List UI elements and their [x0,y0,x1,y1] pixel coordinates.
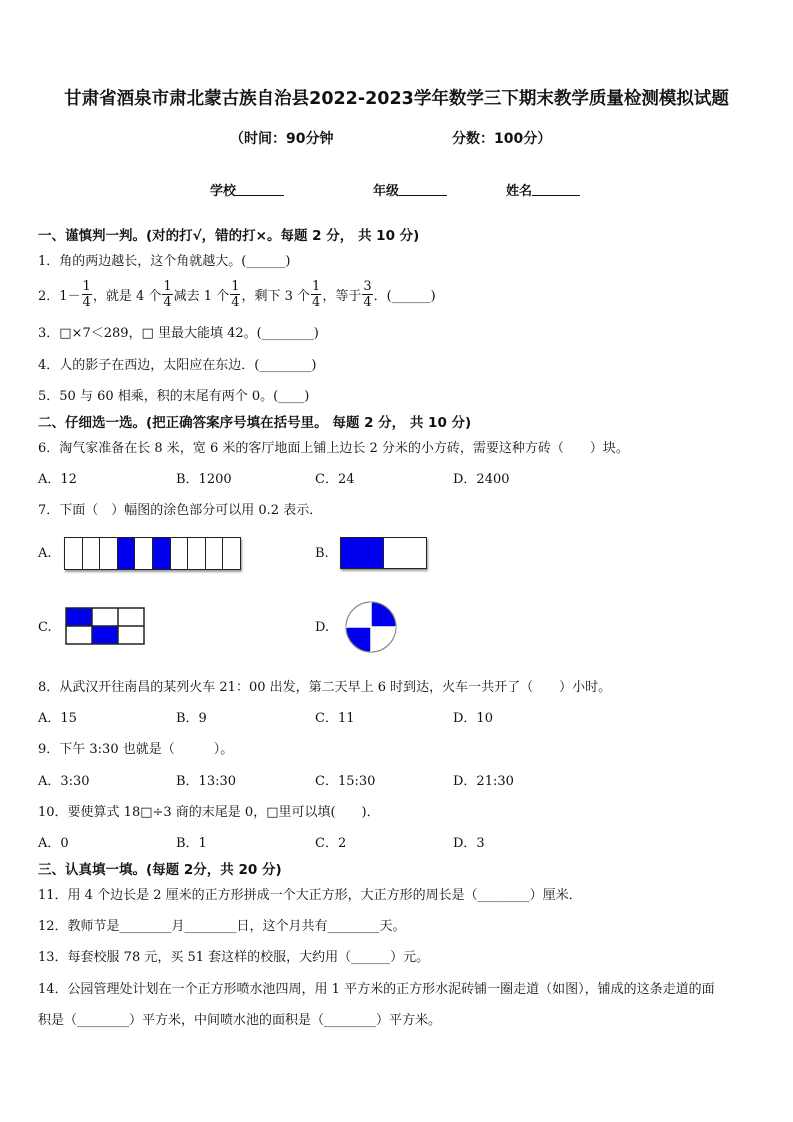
question-2 [38,274,436,314]
question-11: 11．用 4 个边长是 2 厘米的正方形拼成一个大正方形，大正方形的周长是（________）厘米． [38,888,582,903]
name-field [506,180,580,199]
q7-label-d: D. [315,620,330,635]
q2-part-b: ，就是 4 个 [92,288,162,304]
q2-part-c: 减去 1 个 [173,288,230,304]
q9-option-b: B．13:30 [176,774,237,789]
section-3-heading: 三、认真填一填。(每题 2分，共 20 分) [38,862,282,878]
school-blank [236,183,284,196]
q10-option-d: D．3 [453,836,485,851]
q7-figure-d [345,599,397,655]
name-label: 姓名 [506,184,533,199]
q8-option-d: D．10 [453,711,493,726]
question-5: 5．50 与 60 相乘，积的末尾有两个 0。(____) [38,389,310,404]
q7-label-a: A. [38,546,52,561]
fraction [82,279,92,310]
question-14-line-2: 积是（________）平方米，中间喷水池的面积是（________）平方米。 [38,1013,442,1028]
denominator: 4 [163,294,172,310]
grade-label: 年级 [373,184,400,199]
numerator: 1 [312,278,321,294]
q9-option-d: D．21:30 [453,774,514,789]
question-3: 3．□×7＜289，□ 里最大能填 42。(________) [38,326,319,341]
q8-option-b: B．9 [176,711,207,726]
numerator: 1 [231,278,240,294]
grade-field [373,180,447,199]
q2-part-a: 2．1－ [38,288,81,304]
q6-option-b: B．1200 [176,472,232,487]
q7-figure-a [64,537,241,570]
question-13: 13．每套校服 78 元，买 51 套这样的校服，大约用（______）元。 [38,950,430,965]
page-title: 甘肃省酒泉市肃北蒙古族自治县2022-2023学年数学三下期末教学质量检测模拟试题 [64,89,729,109]
numerator: 1 [163,278,172,294]
school-field [210,180,284,199]
q2-part-f: ．(______) [373,288,436,304]
q2-part-d: ，剩下 3 个 [241,288,311,304]
denominator: 4 [231,294,240,310]
question-12: 12．教师节是________月________日，这个月共有________天。 [38,919,406,934]
denominator: 4 [82,294,91,310]
question-10: 10．要使算式 18□÷3 商的末尾是 0，□里可以填( )． [38,805,380,820]
question-9: 9．下午 3:30 也就是（ ）。 [38,742,234,757]
fraction [311,279,321,310]
question-8: 8．从武汉开往南昌的某列火车 21：00 出发，第二天早上 6 时到达，火车一共开了（ ）小时。 [38,680,612,695]
q8-option-c: C．11 [315,711,355,726]
q7-label-b: B. [315,546,329,561]
q10-option-c: C．2 [315,836,347,851]
q7-figure-b [340,537,427,569]
grade-blank [399,183,447,196]
section-2-heading: 二、仔细选一选。(把正确答案序号填在括号里。 每题 2 分， 共 10 分) [38,415,472,431]
q7-figure-c [64,606,146,646]
q6-option-d: D．2400 [453,472,510,487]
denominator: 4 [363,294,372,310]
q7-label-c: C. [38,620,52,635]
q10-option-a: A．0 [38,836,69,851]
exam-time: （时间：90分钟 [230,131,334,147]
q2-part-e: ，等于 [322,288,362,304]
fraction [162,279,172,310]
q6-option-c: C．24 [315,472,355,487]
denominator: 4 [312,294,321,310]
school-label: 学校 [210,184,237,199]
exam-score: 分数：100分） [452,131,552,147]
question-6: 6．淘气家准备在长 8 米，宽 6 米的客厅地面上铺上边长 2 分米的小方砖，需要这种方砖（ ）块。 [38,441,629,456]
q10-option-b: B．1 [176,836,207,851]
question-1: 1．角的两边越长，这个角就越大。(______) [38,254,291,269]
numerator: 3 [363,278,372,294]
q9-option-a: A．3:30 [38,774,90,789]
question-4: 4．人的影子在西边，太阳应在东边．(________) [38,358,317,373]
name-blank [532,183,580,196]
section-1-heading: 一、谨慎判一判。(对的打√，错的打×。每题 2 分， 共 10 分) [38,228,420,244]
question-14-line-1: 14．公园管理处计划在一个正方形喷水池四周，用 1 平方米的正方形水泥砖铺一圈走道（如图），铺成的这条走道的面 [38,982,715,997]
fraction [230,279,240,310]
q6-option-a: A．12 [38,472,77,487]
question-7: 7．下面（ ）幅图的涂色部分可以用 0.2 表示． [38,503,323,518]
numerator: 1 [82,278,91,294]
q8-option-a: A．15 [38,711,77,726]
fraction [362,279,372,310]
q9-option-c: C．15:30 [315,774,376,789]
